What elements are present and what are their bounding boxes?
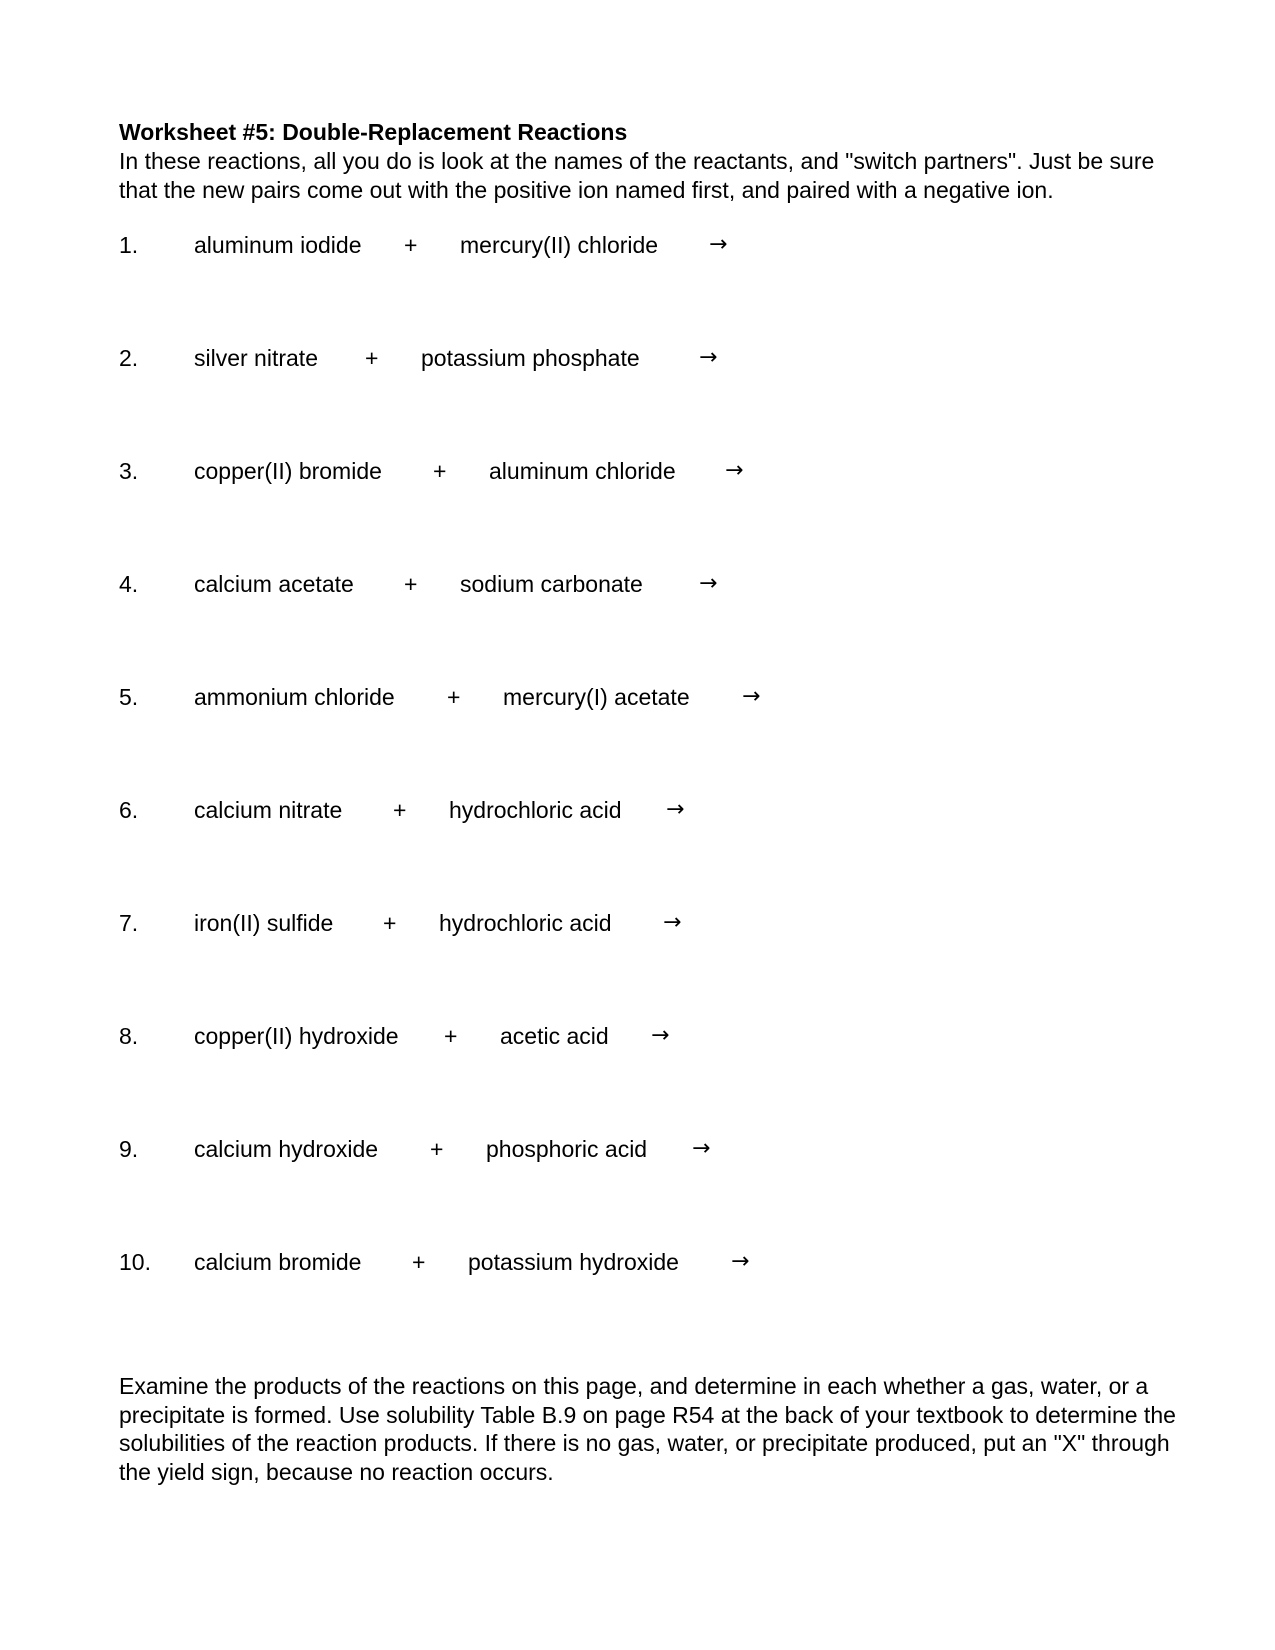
plus-sign: + [383, 910, 397, 936]
problem-number: 7. [119, 910, 139, 936]
reactant-2: hydrochloric acid [439, 910, 612, 936]
reactant-2: mercury(II) chloride [460, 232, 659, 258]
reactant-1: ammonium chloride [194, 684, 395, 710]
plus-sign: + [444, 1023, 458, 1049]
reactant-2: aluminum chloride [489, 458, 676, 484]
yield-arrow-icon: → [731, 1249, 750, 1274]
reactant-2: hydrochloric acid [449, 797, 622, 823]
reaction-problem-5 [119, 682, 1019, 712]
plus-sign: + [393, 797, 407, 823]
plus-sign: + [365, 345, 379, 371]
yield-arrow-icon: → [742, 684, 761, 709]
problem-number: 4. [119, 571, 139, 597]
reactant-2: mercury(I) acetate [503, 684, 690, 710]
yield-arrow-icon: → [692, 1136, 711, 1161]
reactant-2: phosphoric acid [486, 1136, 648, 1162]
reactant-2: potassium hydroxide [468, 1249, 679, 1275]
reactant-1: silver nitrate [194, 345, 318, 371]
reactant-2: acetic acid [500, 1023, 609, 1049]
problem-number: 3. [119, 458, 139, 484]
reaction-problem-1 [119, 230, 1019, 260]
problem-number: 10. [119, 1249, 151, 1275]
yield-arrow-icon: → [651, 1023, 670, 1048]
instructions-paragraph: In these reactions, all you do is look at the names of the reactants, and "switch partners". Just be sure that the new pairs come out with the positive ion named first, and paired with a negative ion. [119, 148, 1155, 203]
plus-sign: + [430, 1136, 444, 1162]
plus-sign: + [433, 458, 447, 484]
reaction-problem-8 [119, 1021, 1019, 1051]
reaction-problem-6 [119, 795, 1019, 825]
reactant-2: sodium carbonate [460, 571, 643, 597]
reaction-problem-2 [119, 343, 1019, 373]
reactant-1: copper(II) bromide [194, 458, 382, 484]
reaction-problem-4 [119, 569, 1019, 599]
reactant-1: calcium hydroxide [194, 1136, 379, 1162]
yield-arrow-icon: → [699, 345, 718, 370]
reactant-1: iron(II) sulfide [194, 910, 334, 936]
problem-number: 5. [119, 684, 139, 710]
reactant-1: copper(II) hydroxide [194, 1023, 399, 1049]
reaction-problem-9 [119, 1134, 1019, 1164]
problem-number: 8. [119, 1023, 139, 1049]
reactant-1: calcium bromide [194, 1249, 362, 1275]
footer-instructions: Examine the products of the reactions on this page, and determine in each whether a gas, water, or a precipitate is formed. Use solubility Table B.9 on page R54 at the back of your textbook to determine the solubilities of the reaction products. If there is no gas, water, or precipitate produced, put an "X" through the yield sign, because no reaction occurs. [119, 1373, 1176, 1485]
plus-sign: + [412, 1249, 426, 1275]
problem-number: 2. [119, 345, 139, 371]
reaction-problem-10 [119, 1247, 1019, 1277]
reactant-1: calcium nitrate [194, 797, 343, 823]
yield-arrow-icon: → [663, 910, 682, 935]
reaction-problem-7 [119, 908, 1019, 938]
problem-number: 6. [119, 797, 139, 823]
plus-sign: + [404, 232, 418, 258]
yield-arrow-icon: → [725, 458, 744, 483]
problem-number: 1. [119, 232, 139, 258]
reactant-2: potassium phosphate [421, 345, 640, 371]
problem-number: 9. [119, 1136, 139, 1162]
reactant-1: calcium acetate [194, 571, 354, 597]
yield-arrow-icon: → [699, 571, 718, 596]
page-title: Worksheet #5: Double-Replacement Reactions [119, 119, 628, 145]
plus-sign: + [404, 571, 418, 597]
yield-arrow-icon: → [666, 797, 685, 822]
yield-arrow-icon: → [709, 232, 728, 257]
reaction-problem-3 [119, 456, 1019, 486]
reactant-1: aluminum iodide [194, 232, 362, 258]
plus-sign: + [447, 684, 461, 710]
